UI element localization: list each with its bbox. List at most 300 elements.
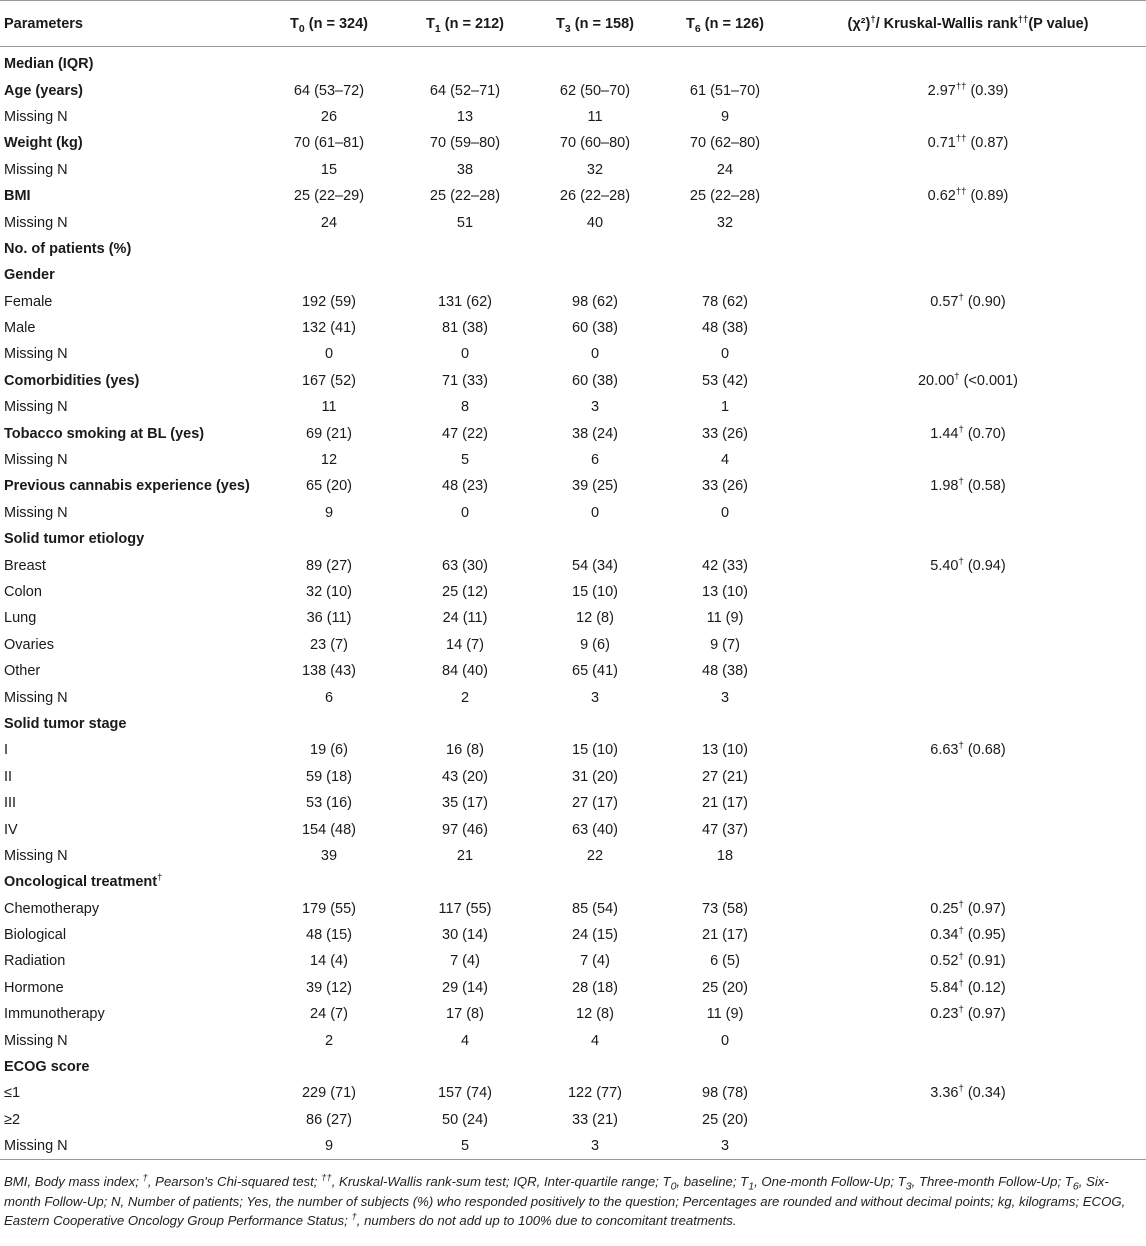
cell-t6: 25 (22–28): [689, 188, 761, 205]
cell-t6: [660, 1054, 790, 1080]
cell-t6: 9: [720, 108, 730, 125]
cell-t0: 154 (48): [301, 821, 356, 838]
cell-t0: 36 (11): [306, 610, 352, 627]
cell-test-statistic: [790, 869, 1146, 895]
cell-t3: 7 (4): [580, 953, 610, 970]
cell-t0: 39: [320, 847, 338, 864]
cell-t1: 21: [456, 847, 474, 864]
row-label: [0, 1133, 258, 1160]
row-label-text: Solid tumor etiology: [4, 531, 145, 548]
cell-t3: [530, 236, 660, 262]
cell-t3: 15 (10): [572, 742, 618, 759]
cell-t6: 21 (17): [702, 795, 748, 812]
cell-t0: 23 (7): [310, 636, 348, 653]
row-label-text: Missing N: [4, 1138, 68, 1155]
table-row: [0, 790, 1146, 816]
table-row: [0, 447, 1146, 473]
cell-t0: 53 (16): [306, 795, 352, 812]
row-label: [0, 1107, 258, 1133]
cell-t3: 24 (15): [572, 927, 618, 944]
cell-test-statistic: [790, 975, 1146, 1001]
cell-t0: 64 (53–72): [293, 82, 365, 99]
cell-t3: 3: [590, 399, 600, 416]
cell-test-statistic: [790, 1001, 1146, 1027]
row-label-text: Gender: [4, 267, 55, 284]
cell-t6: [660, 526, 790, 552]
cell-t0: [258, 47, 400, 78]
cell-t1: 7 (4): [450, 953, 480, 970]
cell-t3: [530, 869, 660, 895]
cell-t6: 78 (62): [702, 293, 748, 310]
table-row: [0, 420, 1146, 446]
statistic-value: 3.36: [930, 1085, 959, 1102]
cell-test-statistic: [790, 315, 1146, 341]
table-row: [0, 922, 1146, 948]
p-value: (0.34): [963, 1085, 1006, 1102]
table-row: [0, 500, 1146, 526]
p-value: (0.94): [963, 557, 1006, 574]
row-label-text: I: [4, 742, 9, 759]
row-label: [0, 632, 258, 658]
row-label-text: Male: [4, 320, 36, 337]
table-row: [0, 183, 1146, 209]
row-label: [0, 711, 258, 737]
cell-t1: [400, 1054, 530, 1080]
row-label: [0, 869, 258, 895]
cell-t1: 35 (17): [442, 795, 488, 812]
cell-t1: 24 (11): [442, 610, 488, 627]
cell-t0: 179 (55): [301, 900, 356, 917]
cell-t3: [530, 47, 660, 78]
cell-t1: 157 (74): [437, 1085, 492, 1102]
p-value: (0.70): [963, 425, 1006, 442]
cell-t0: 69 (21): [306, 425, 352, 442]
cell-test-statistic: [790, 394, 1146, 420]
cell-t3: 60 (38): [572, 320, 618, 337]
cell-t0: 167 (52): [301, 372, 356, 389]
cell-test-statistic: [790, 183, 1146, 209]
cell-t1: 64 (52–71): [429, 82, 501, 99]
cell-test-statistic: [790, 579, 1146, 605]
statistic-value: 20.00: [917, 372, 955, 389]
cell-t3: 15 (10): [572, 584, 618, 600]
table-row: [0, 764, 1146, 790]
cell-t6: 9 (7): [710, 636, 740, 653]
row-label: [0, 552, 258, 578]
row-label-text: Chemotherapy: [4, 900, 100, 917]
row-label: [0, 658, 258, 684]
table-row: [0, 658, 1146, 684]
cell-t3: 26 (22–28): [559, 188, 631, 205]
cell-t0: 9: [258, 1133, 400, 1160]
p-value: (<0.001): [959, 372, 1019, 389]
cell-t1: 14 (7): [446, 636, 484, 653]
row-label: [0, 1027, 258, 1053]
table-body: [0, 47, 1146, 1160]
cell-test-statistic: [790, 922, 1146, 948]
cell-t3: 33 (21): [572, 1111, 618, 1128]
row-label: [0, 975, 258, 1001]
test-dagger: †: [958, 291, 964, 303]
row-label-text: Missing N: [4, 452, 68, 469]
table-row: [0, 896, 1146, 922]
row-label-text: Age (years): [4, 82, 83, 99]
cell-test-statistic: [790, 605, 1146, 631]
row-label: [0, 896, 258, 922]
row-label: [0, 368, 258, 394]
row-label: [0, 764, 258, 790]
cell-t1: 97 (46): [442, 821, 488, 838]
cell-t6: 18: [716, 847, 734, 864]
p-value: (0.12): [963, 979, 1006, 996]
cell-t3: 98 (62): [572, 293, 618, 310]
cell-t3: 12 (8): [576, 610, 614, 627]
cell-t0: 89 (27): [306, 557, 352, 574]
cell-t1: 8: [460, 399, 470, 416]
table-row: [0, 473, 1146, 499]
test-dagger: †: [958, 1083, 964, 1095]
cell-t6: 11 (9): [706, 1006, 744, 1023]
cell-t1: 63 (30): [442, 557, 488, 574]
statistic-value: 0.52: [930, 953, 959, 970]
row-label: [0, 948, 258, 974]
table-row: [0, 737, 1146, 763]
cell-t6: 25 (20): [702, 979, 748, 996]
row-label-text: Biological: [4, 927, 67, 944]
row-label-text: III: [4, 795, 17, 812]
cell-test-statistic: [790, 1133, 1146, 1160]
cell-t1: [400, 47, 530, 78]
cell-t6: [660, 711, 790, 737]
cell-t6: 1: [720, 399, 730, 416]
cell-test-statistic: [790, 368, 1146, 394]
cell-test-statistic: [790, 658, 1146, 684]
statistic-value: 6.63: [930, 742, 959, 759]
cell-t6: 33 (26): [702, 425, 748, 442]
cell-t6: 61 (51–70): [689, 82, 761, 99]
statistic-value: 1.44: [930, 425, 959, 442]
table-row: [0, 368, 1146, 394]
cell-test-statistic: [790, 896, 1146, 922]
cell-t3: 12 (8): [576, 1006, 614, 1023]
row-label-text: Hormone: [4, 979, 64, 996]
cell-t6: 48 (38): [702, 663, 748, 680]
cell-t6: 25 (20): [702, 1111, 748, 1128]
table-row: [0, 157, 1146, 183]
cell-t0: 0: [324, 346, 334, 363]
row-label-text: Solid tumor stage: [4, 715, 127, 732]
cell-t3: 0: [590, 504, 600, 521]
cell-t1: 0: [460, 346, 470, 363]
cell-t3: [530, 1054, 660, 1080]
row-label: [0, 77, 258, 103]
cell-t1: 4: [460, 1032, 470, 1049]
cell-t1: 16 (8): [446, 742, 484, 759]
cell-t6: 24: [716, 161, 734, 178]
table-row: [0, 77, 1146, 103]
statistic-value: 0.71: [927, 135, 956, 152]
cell-test-statistic: [790, 552, 1146, 578]
row-label: [0, 579, 258, 605]
cell-t3: 0: [590, 346, 600, 363]
cell-t0: 24 (7): [310, 1006, 348, 1023]
test-dagger: †: [958, 476, 964, 488]
header-test: (χ²)†/ Kruskal-Wallis rank††(P value): [790, 1, 1146, 47]
row-label-text: Missing N: [4, 161, 68, 178]
table-row: [0, 104, 1146, 130]
row-label: [0, 1080, 258, 1106]
statistic-value: 2.97: [927, 82, 956, 99]
cell-t3: 70 (60–80): [559, 135, 631, 152]
cell-t3: 22: [586, 847, 604, 864]
cell-test-statistic: [790, 711, 1146, 737]
cell-t1: 29 (14): [442, 979, 488, 996]
cell-t6: 0: [720, 346, 730, 363]
row-label: [0, 104, 258, 130]
header-parameters: Parameters: [0, 1, 258, 47]
row-label-text: Lung: [4, 610, 37, 627]
cell-t3: 32: [586, 161, 604, 178]
cell-test-statistic: [790, 526, 1146, 552]
table-row: [0, 1133, 1146, 1160]
row-label: [0, 1001, 258, 1027]
cell-t6: 27 (21): [702, 768, 748, 785]
row-label-text: Missing N: [4, 504, 68, 521]
test-dagger: ††: [955, 186, 967, 198]
cell-t1: 5: [460, 452, 470, 469]
row-label: [0, 130, 258, 156]
cell-t0: [258, 526, 400, 552]
cell-t3: 85 (54): [572, 900, 618, 917]
cell-t1: 17 (8): [446, 1006, 484, 1023]
p-value: (0.68): [963, 742, 1006, 759]
row-label-text: No. of patients (%): [4, 240, 132, 257]
row-label: [0, 684, 258, 710]
table-row: [0, 209, 1146, 235]
cell-t6: 42 (33): [702, 557, 748, 574]
cell-t0: 192 (59): [301, 293, 356, 310]
cell-test-statistic: [790, 1080, 1146, 1106]
cell-test-statistic: [790, 47, 1146, 78]
cell-test-statistic: [790, 948, 1146, 974]
cell-test-statistic: [790, 500, 1146, 526]
test-dagger: †: [954, 371, 960, 383]
table-header: [0, 1, 1146, 47]
cell-t0: 65 (20): [306, 478, 352, 495]
row-label-text: Comorbidities (yes): [4, 372, 140, 389]
row-label-text: Missing N: [4, 399, 68, 416]
cell-t6: 6 (5): [710, 953, 740, 970]
cell-t3: 3: [590, 689, 600, 706]
section-row: [0, 1054, 1146, 1080]
table-row: [0, 1027, 1146, 1053]
table-row: [0, 684, 1146, 710]
statistic-value: 0.62: [927, 188, 956, 205]
p-value: (0.89): [966, 188, 1009, 205]
test-dagger: †: [958, 898, 964, 910]
cell-test-statistic: [790, 684, 1146, 710]
row-label: [0, 843, 258, 869]
cell-t3: 54 (34): [572, 557, 618, 574]
row-label-text: Missing N: [4, 108, 68, 125]
cell-t1: 38: [456, 161, 474, 178]
statistic-value: 0.57: [930, 293, 959, 310]
cell-t0: 12: [320, 452, 338, 469]
cell-test-statistic: [790, 236, 1146, 262]
cell-t1: [400, 262, 530, 288]
cell-t6: 13 (10): [702, 584, 748, 600]
row-label-text: II: [4, 768, 13, 785]
row-label: [0, 500, 258, 526]
table-row: [0, 975, 1146, 1001]
cell-t3: 65 (41): [572, 663, 618, 680]
cell-t0: 25 (22–29): [293, 188, 365, 205]
row-label-text: Missing N: [4, 847, 68, 864]
table-row: [0, 579, 1146, 605]
row-label: [0, 605, 258, 631]
row-label: [0, 236, 258, 262]
row-label-text: Previous cannabis experience (yes): [4, 478, 250, 495]
cell-t1: [400, 711, 530, 737]
cell-test-statistic: [790, 737, 1146, 763]
statistic-value: 0.23: [930, 1006, 959, 1023]
cell-t3: 60 (38): [572, 372, 618, 389]
cell-t3: 9 (6): [580, 636, 610, 653]
row-label-text: Breast: [4, 557, 46, 574]
cell-t0: [258, 262, 400, 288]
cell-t1: 50 (24): [442, 1111, 488, 1128]
table-row: [0, 605, 1146, 631]
cell-t1: 48 (23): [442, 478, 488, 495]
p-value: (0.91): [963, 953, 1006, 970]
row-label: [0, 473, 258, 499]
table-row: [0, 816, 1146, 842]
cell-t0: 138 (43): [301, 663, 356, 680]
table-row: [0, 632, 1146, 658]
header-t1: $T_1$ (n = 212): [400, 1, 530, 47]
cell-t0: 32 (10): [306, 584, 352, 600]
cell-t3: 27 (17): [572, 795, 618, 812]
test-dagger: †: [958, 740, 964, 752]
row-label-text: ECOG score: [4, 1059, 90, 1076]
row-label: [0, 262, 258, 288]
test-dagger: ††: [955, 133, 967, 145]
section-row: [0, 869, 1146, 895]
cell-test-statistic: [790, 790, 1146, 816]
cell-t1: 5: [400, 1133, 530, 1160]
cell-t0: 86 (27): [306, 1111, 352, 1128]
cell-t6: 3: [660, 1133, 790, 1160]
table-row: [0, 1001, 1146, 1027]
cell-t6: 11 (9): [706, 610, 744, 627]
p-value: (0.87): [966, 135, 1009, 152]
row-label: [0, 394, 258, 420]
row-label-text: Immunotherapy: [4, 1006, 105, 1023]
cell-t1: 70 (59–80): [429, 135, 501, 152]
cell-t3: 31 (20): [572, 768, 618, 785]
cell-test-statistic: [790, 632, 1146, 658]
row-label: [0, 157, 258, 183]
statistic-value: 1.98: [930, 478, 959, 495]
cell-t1: 117 (55): [438, 900, 492, 917]
cell-t0: 26: [320, 108, 338, 125]
cell-test-statistic: [790, 104, 1146, 130]
cell-t3: 62 (50–70): [559, 82, 631, 99]
cell-t1: 25 (12): [442, 584, 488, 600]
cell-t6: [660, 236, 790, 262]
table-row: [0, 1107, 1146, 1133]
cell-t0: [258, 1054, 400, 1080]
row-label: [0, 526, 258, 552]
row-label-text: Missing N: [4, 346, 68, 363]
row-label-text: Female: [4, 293, 53, 310]
cell-test-statistic: [790, 447, 1146, 473]
cell-t3: 122 (77): [567, 1085, 622, 1102]
table-row: [0, 130, 1146, 156]
section-row: [0, 47, 1146, 78]
header-t0: $T_0$ (n = 324): [258, 1, 400, 47]
cell-test-statistic: [790, 341, 1146, 367]
cell-t0: 39 (12): [306, 979, 352, 996]
row-label: [0, 1054, 258, 1080]
table-footnote: BMI, Body mass index; †, Pearson's Chi-squared test; ††, Kruskal-Wallis rank-sum test; IQR, Inter-quartile range; $T_0$, baseline; $T_1$, One-month Follow-Up; $T_3$, Three-month Follow-Up; $T_6$, Six-month Follow-Up; N, Number of patients; Yes, the number of subjects (%) who responded positively to the question; Percentages are rounded and without decimal points; kg, kilograms; ECOG, Eastern Cooperative Oncology Group Performance Status; †, numbers do not add up to 100% due to concomitant treatments.: [4, 1173, 1126, 1229]
cell-t6: 48 (38): [702, 320, 748, 337]
row-label-text: BMI: [4, 188, 31, 205]
table-row: [0, 843, 1146, 869]
cell-t1: 30 (14): [442, 927, 488, 944]
cell-t6: 73 (58): [702, 900, 748, 917]
cell-test-statistic: [790, 764, 1146, 790]
table-row: [0, 948, 1146, 974]
cell-t6: 13 (10): [702, 742, 748, 759]
cell-t6: 70 (62–80): [689, 135, 761, 152]
table-row: [0, 315, 1146, 341]
cell-t6: 47 (37): [702, 821, 748, 838]
row-label-text: Ovaries: [4, 636, 54, 653]
statistic-value: 0.34: [930, 927, 959, 944]
cell-t3: 11: [587, 108, 603, 125]
row-label-text: Radiation: [4, 953, 66, 970]
test-dagger: †: [958, 951, 964, 963]
section-row: [0, 236, 1146, 262]
cell-t0: 70 (61–81): [293, 135, 365, 152]
row-label-text: ≥2: [4, 1111, 21, 1128]
cell-t3: [530, 262, 660, 288]
statistic-value: 5.84: [930, 979, 959, 996]
p-value: (0.90): [963, 293, 1006, 310]
cell-t1: 0: [460, 504, 470, 521]
cell-t0: 15: [320, 161, 338, 178]
cell-t3: 6: [590, 452, 600, 469]
cell-t1: 131 (62): [437, 293, 492, 310]
cell-t6: [660, 47, 790, 78]
cell-t0: 11: [321, 399, 337, 416]
p-value: (0.58): [963, 478, 1006, 495]
table-row: [0, 341, 1146, 367]
section-row: [0, 526, 1146, 552]
row-label-text: Median (IQR): [4, 56, 94, 73]
cell-test-statistic: [790, 420, 1146, 446]
p-value: (0.97): [963, 1006, 1006, 1023]
row-label: [0, 922, 258, 948]
row-label: [0, 341, 258, 367]
row-label-text: Other: [4, 663, 41, 680]
cell-t3: 28 (18): [572, 979, 618, 996]
table-row: [0, 394, 1146, 420]
row-label: [0, 47, 258, 78]
cell-t6: 0: [720, 504, 730, 521]
row-label: [0, 420, 258, 446]
